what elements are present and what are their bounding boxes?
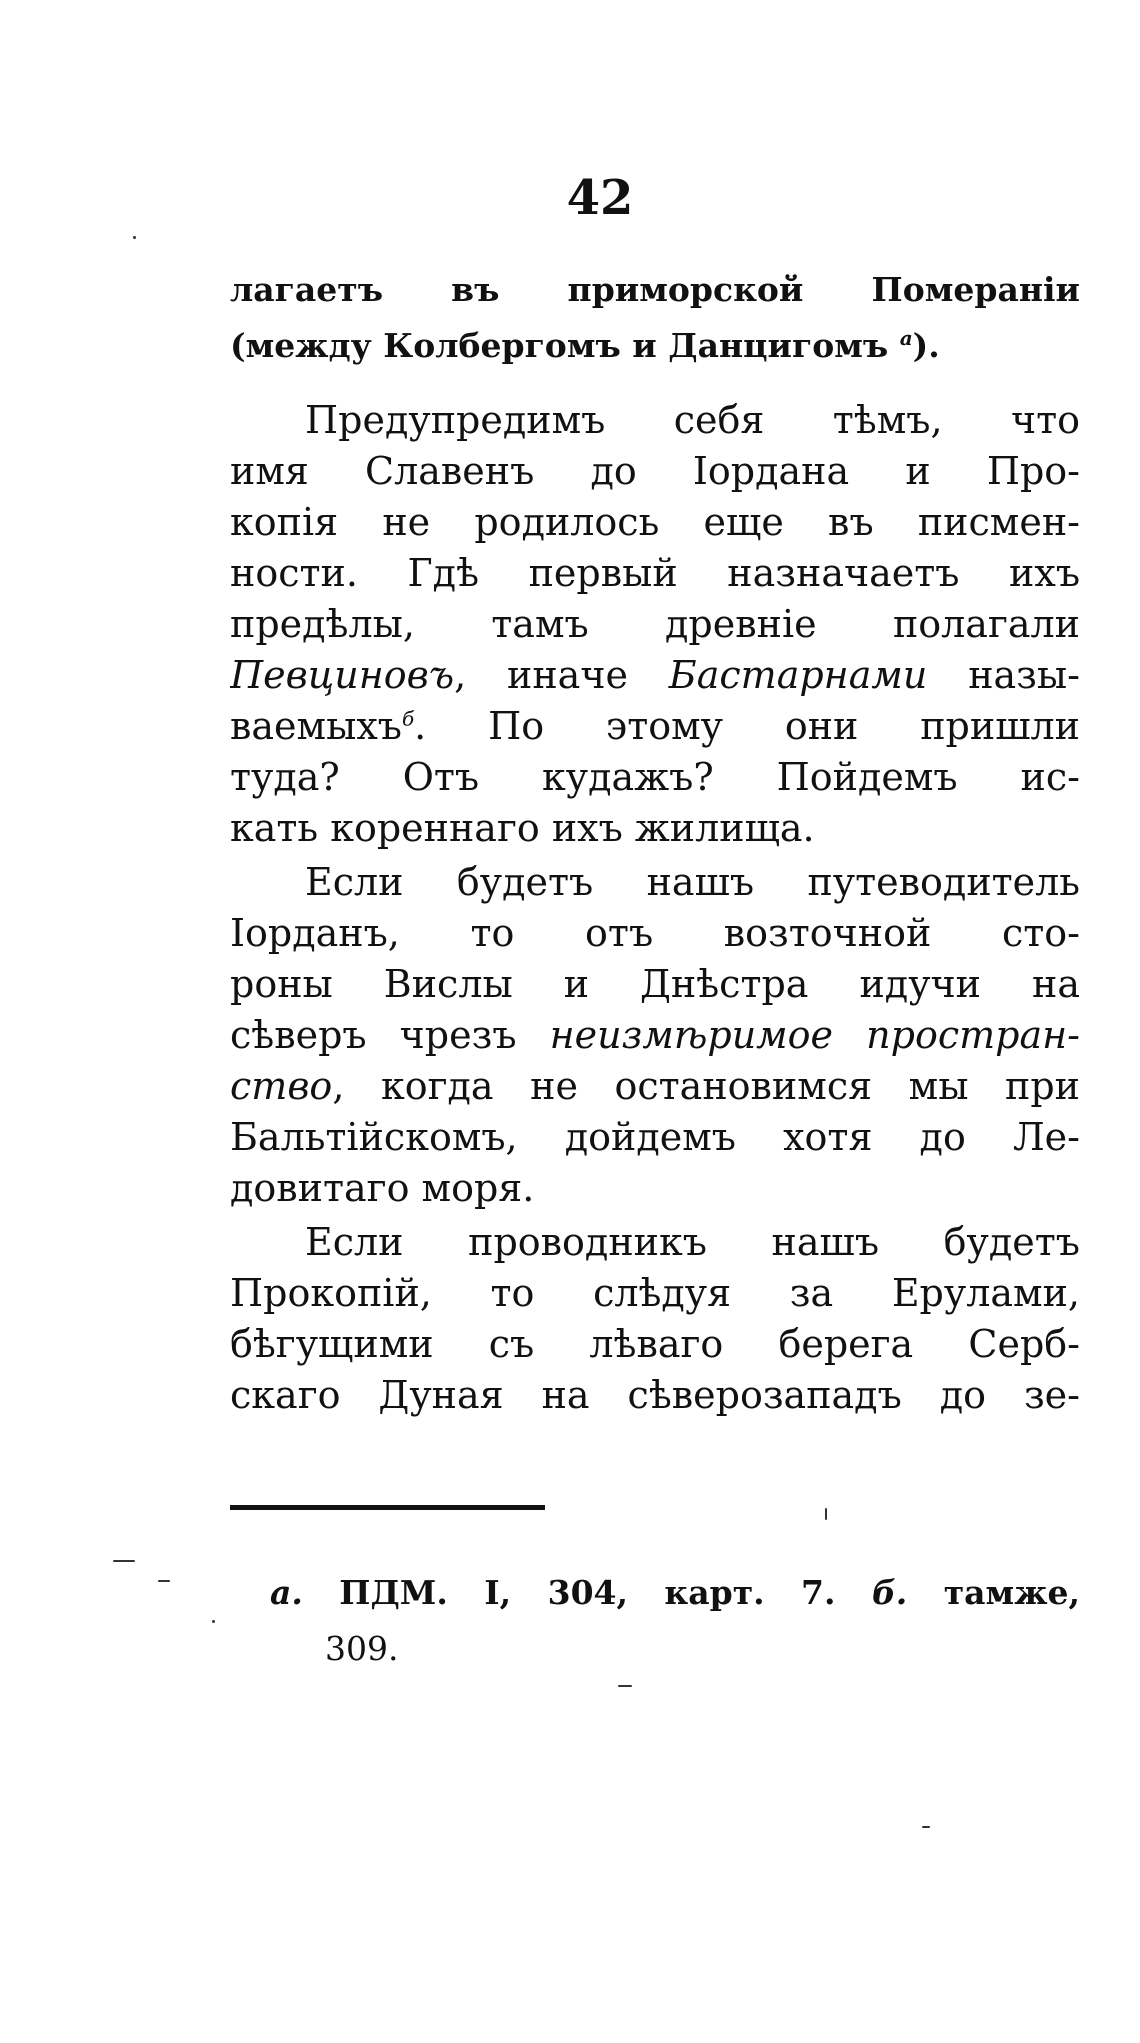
scan-speck (618, 1685, 632, 1687)
para2-line-7: довитаго моря. (230, 1166, 535, 1210)
footnote-text-b: тамже, (907, 1573, 1080, 1612)
footnote-marker-b: б. (871, 1573, 908, 1612)
intro-line-2-text: (между Колбергомъ и Данцигомъ (230, 326, 889, 365)
para2-line-1: Если будетъ нашъ путеводитель (305, 860, 1080, 904)
scan-speck (158, 1580, 170, 1582)
footnote-marker-a: а. (270, 1573, 303, 1612)
para1-line-6-mid: , иначе (454, 653, 669, 697)
para2-line-2: Іорданъ, то отъ возточной сто- (230, 911, 1080, 955)
para1-line-8: туда? Отъ кудажъ? Пойдемъ ис- (230, 755, 1080, 799)
para1-line-4: ности. Гдѣ первый назначаетъ ихъ (230, 551, 1080, 595)
paragraph-2 (230, 857, 1080, 1214)
intro-line-2 (230, 318, 1080, 374)
intro-line-2-end: ). (912, 326, 940, 365)
footnotes (270, 1565, 1080, 1677)
italic-phrase: неизмѣримое простран- (549, 1013, 1080, 1057)
footnote-text-a: ПДМ. I, 304, карт. 7. (302, 1573, 872, 1612)
para1-line-6 (230, 650, 1080, 701)
para1-line-2: имя Славенъ до Іордана и Про- (230, 449, 1080, 493)
para1-line-5: предѣлы, тамъ древніе полагали (230, 602, 1080, 646)
para1-line-7 (230, 701, 1080, 752)
paragraph-3 (230, 1217, 1080, 1421)
page-number: 42 (566, 170, 634, 226)
para2-line-4-start: сѣверъ чрезъ (230, 1013, 550, 1057)
para2-line-5-end: , когда не остановимся мы при (332, 1064, 1080, 1108)
footnote-ref-a: а (899, 326, 913, 350)
scan-speck (212, 1620, 215, 1623)
scan-speck (922, 1826, 930, 1828)
footnote-line-2 (270, 1621, 1080, 1677)
para3-line-2: Прокопій, то слѣдуя за Ерулами, (230, 1271, 1080, 1315)
scan-speck (133, 236, 136, 239)
footnote-rule (230, 1505, 545, 1510)
para2-line-4 (230, 1010, 1080, 1061)
scan-speck (113, 1560, 135, 1562)
footnote-page-ref: 309. (325, 1629, 399, 1668)
paragraph-1 (230, 395, 1080, 854)
para1-line-7-start: ваемыхъ (230, 704, 402, 748)
para2-line-6: Бальтійскомъ, дойдемъ хотя до Ле- (230, 1115, 1080, 1159)
intro-line-1: лагаетъ въ приморской Помераніи (230, 270, 1080, 309)
para1-line-6-end: назы- (927, 653, 1080, 697)
italic-phrase-end: ство (230, 1064, 333, 1108)
para2-line-3: роны Вислы и Днѣстра идучи на (230, 962, 1080, 1006)
footnote-ref-b: б (401, 706, 415, 731)
italic-name-1: Певциновъ (230, 653, 455, 697)
para3-line-3: бѣгущими съ лѣваго берега Серб- (230, 1322, 1080, 1366)
footnote-line-1 (270, 1565, 1080, 1621)
para1-line-9: кать кореннаго ихъ жилища. (230, 806, 815, 850)
para3-line-1: Если проводникъ нашъ будетъ (305, 1220, 1080, 1264)
para3-line-4: скаго Дуная на сѣверозападъ до зе- (230, 1373, 1080, 1417)
para1-line-7-end: . По этому они пришли (414, 704, 1080, 748)
para2-line-5 (230, 1061, 1080, 1112)
italic-name-2: Бастарнами (668, 653, 928, 697)
scan-speck (825, 1508, 827, 1520)
intro-text (230, 262, 1080, 374)
para1-line-1: Предупредимъ себя тѣмъ, что (305, 398, 1080, 442)
para1-line-3: копія не родилось еще въ писмен- (230, 500, 1080, 544)
